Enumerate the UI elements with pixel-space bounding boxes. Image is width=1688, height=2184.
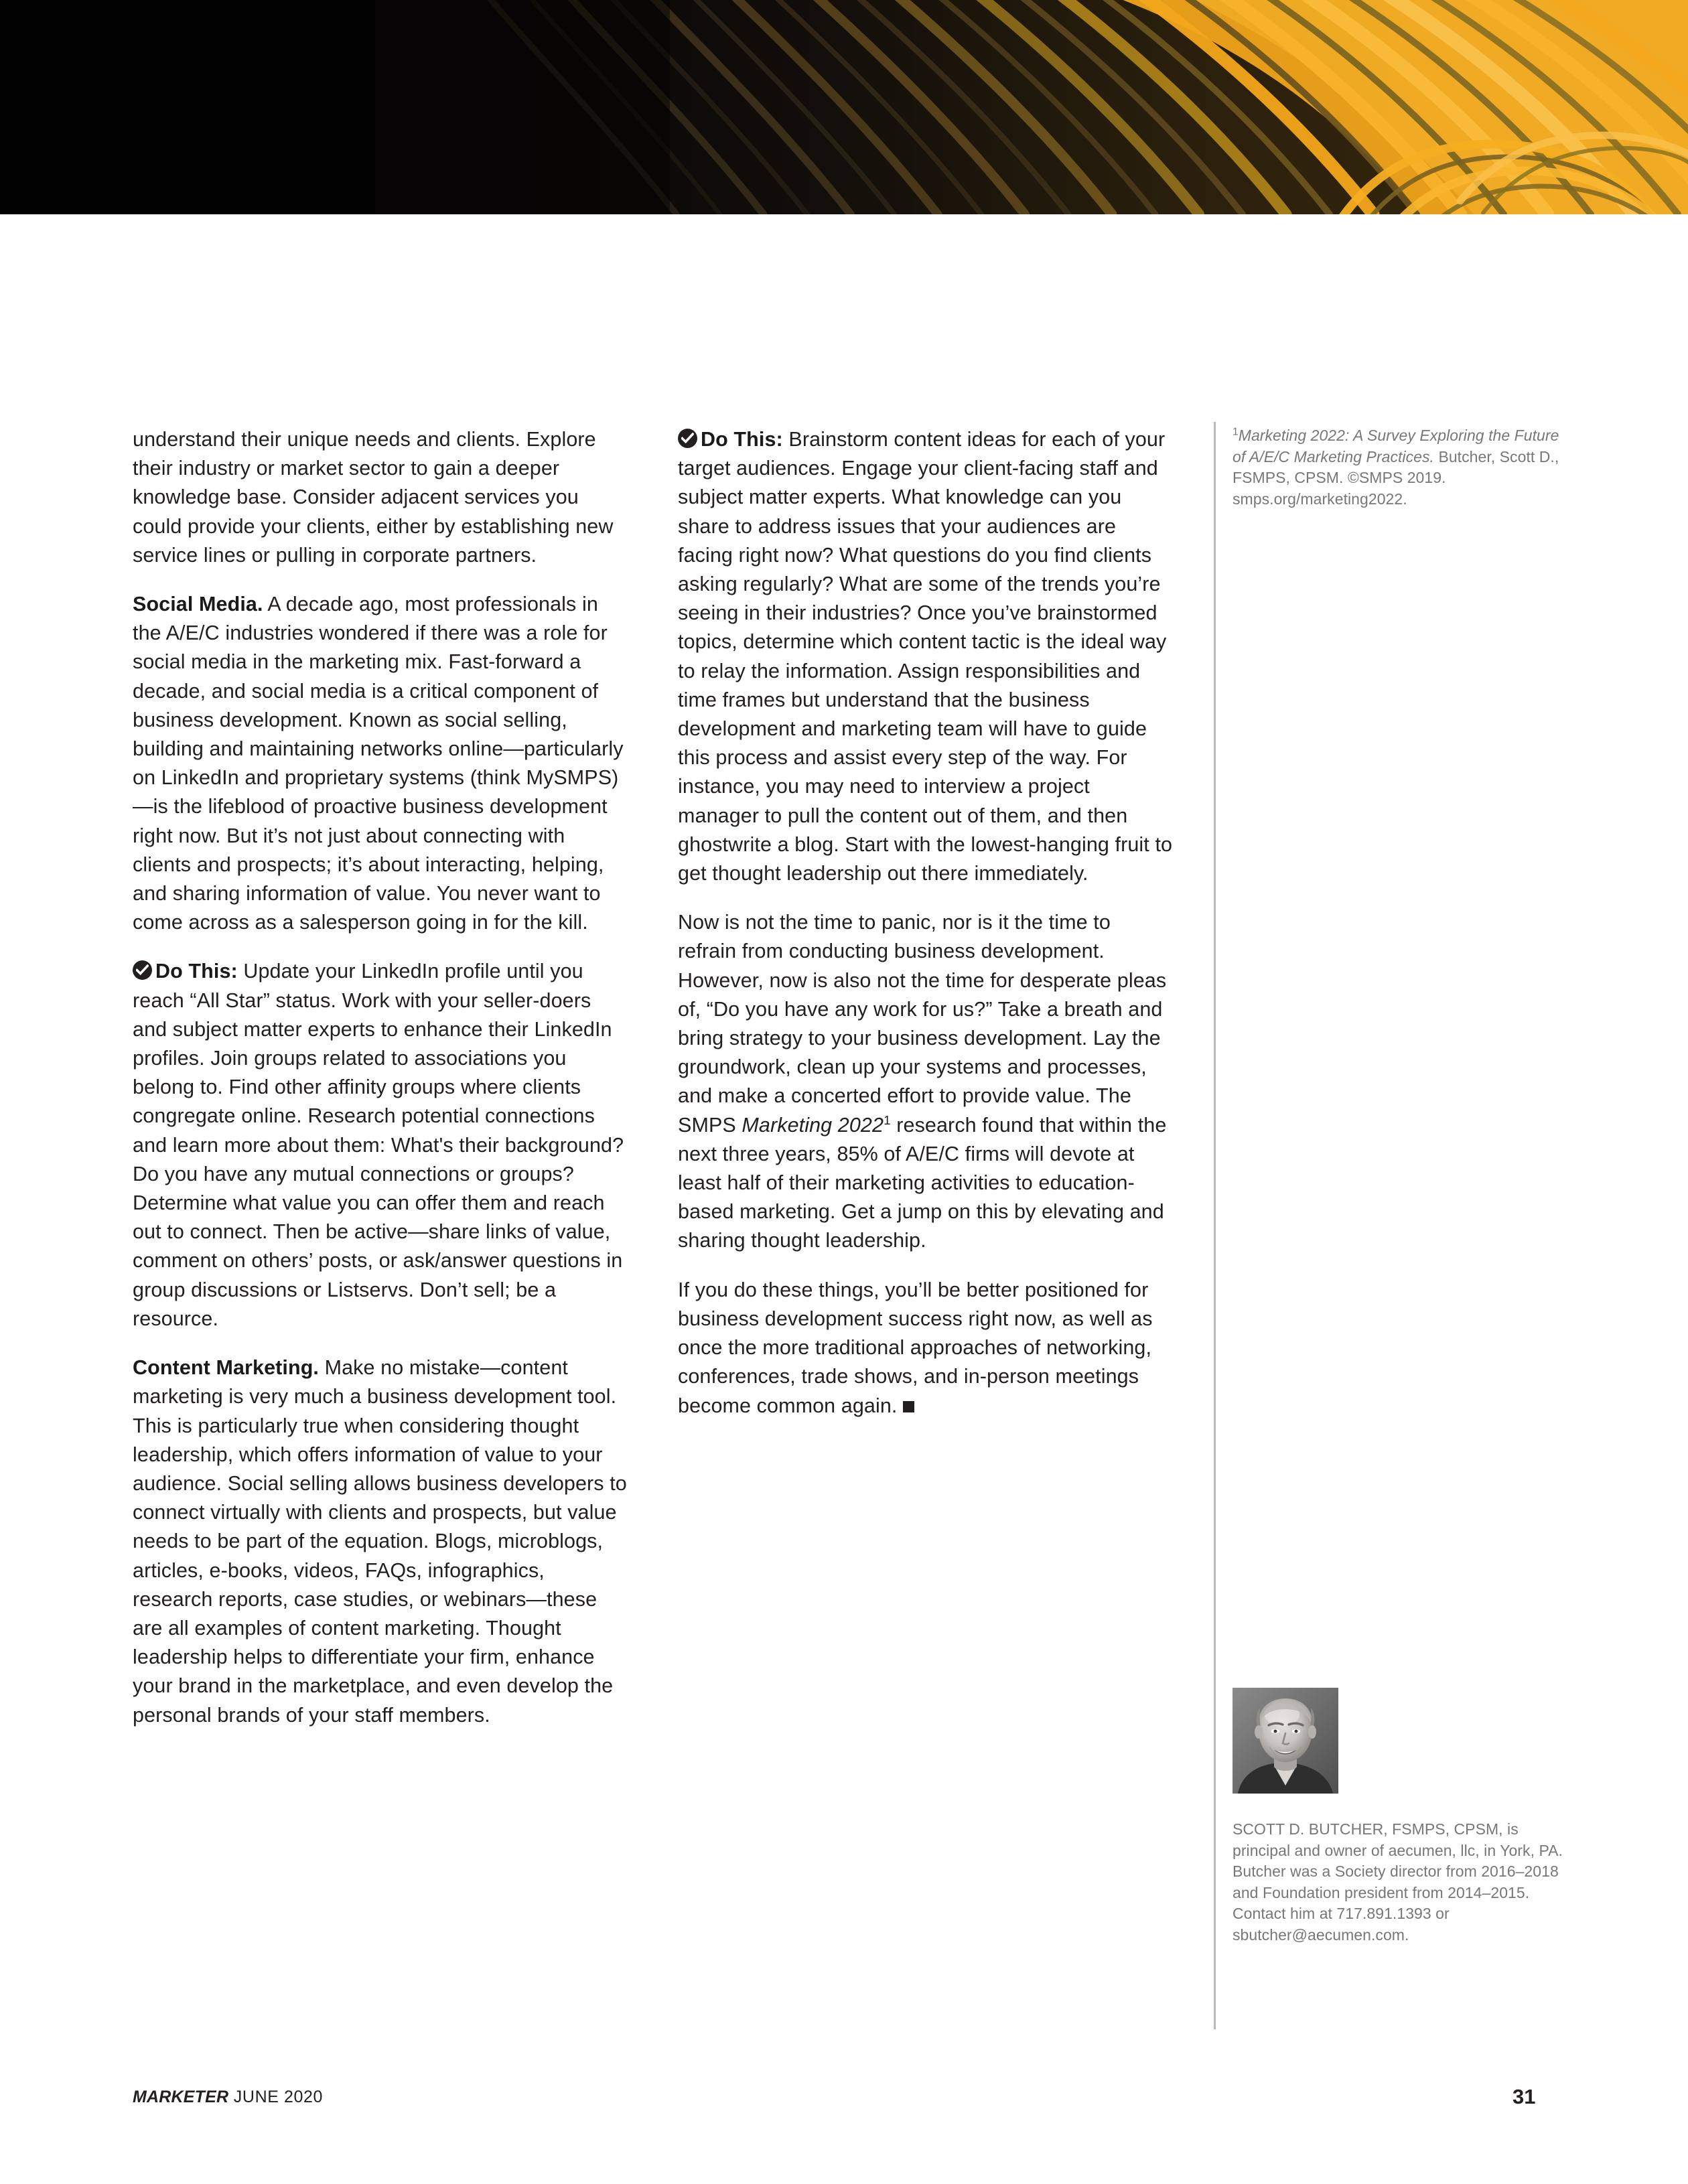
author-name: SCOTT D. BUTCHER, FSMPS, CPSM, [1233,1820,1503,1838]
do-this-lead-linkedin: Do This: [155,960,238,983]
footer-publication-line [133,2088,323,2107]
hero-artwork [0,0,1688,214]
check-circle-icon [133,960,152,980]
checkmark-glyph [681,433,694,444]
paragraph-do-this-brainstorm [678,425,1174,888]
do-this-lead-brainstorm: Do This: [701,428,783,451]
paragraph-do-this-linkedin [133,957,628,1333]
page-number: 31 [1513,2085,1536,2108]
article-column-2 [678,425,1174,1421]
footer-issue-date: JUNE 2020 [228,2088,324,2106]
end-of-article-marker [903,1401,914,1412]
footer-publication-name: MARKETER [133,2088,229,2106]
paragraph-content-marketing [133,1354,628,1730]
author-bio-detail: is principal and owner of aecumen, llc, in York, PA. Butcher was a Society director from 2016–2018 and Foundation president from 2014–2015. Contact him at 717.891.1393 or sbutcher@aecumen.com. [1233,1820,1563,1944]
sidebar-footnote-block [1233,425,1567,510]
section-lead-content-marketing: Content Marketing. [133,1356,319,1380]
do-this-body-linkedin: Update your LinkedIn profile until you reach “All Star” status. Work with your seller-doers and subject matter experts to enhance their LinkedIn profiles. Join groups related to associations you belong to. Find other affinity groups where clients congregate online. Research potential connections and learn more about them: What's their background? Do you have any mutual connections or groups? Determine what value you can offer them and reach out to connect. Then be active—share links of value, comment on others’ posts, or ask/answer questions in group discussions or Listservs. Don’t sell; be a resource. [133,960,624,1330]
closing-paragraph-text: If you do these things, you’ll be better positioned for business development success right now, as well as once the more traditional approaches of networking, conferences, trade shows, and in-person meetings become common again. [678,1278,1153,1417]
footnote-number: 1 [1233,426,1239,438]
page-content [0,214,1688,2184]
section-lead-social-media: Social Media. [133,593,263,616]
do-this-body-brainstorm: Brainstorm content ideas for each of your target audiences. Engage your client-facing staff and subject matter experts. What knowledge can you share to address issues that your audiences are facing right now? What questions do you find clients asking regularly? What are some of the trends you’re seeing in their industries? Once you’ve brainstormed topics, determine which content tactic is the ideal way to relay the information. Assign responsibilities and time frames but understand that the business development and marketing team will have to guide this process and assist every step of the way. For instance, you may need to interview a project manager to pull the content out of them, and then ghostwrite a blog. Start with the lowest-hanging fruit to get thought leadership out there immediately. [678,428,1173,885]
now-text-after-citation: research found that within the next three years, 85% of A/E/C firms will devote at least half of their marketing activities to education-based marketing. Get a jump on this by elevating and sharing thought leadership. [678,1113,1167,1252]
paragraph-social-media [133,590,628,937]
footnote-title: Marketing 2022: A Survey Exploring the Future of A/E/C Marketing Practices. [1233,427,1559,465]
paragraph-now-is-not-the-time [678,908,1174,1255]
author-headshot-image [1233,1688,1338,1794]
sidebar-divider-rule [1214,422,1216,2029]
author-avatar [1233,1688,1338,1794]
footnote-citation [1233,425,1567,510]
section-body-content-marketing: Make no mistake—content marketing is very much a business development tool. This is particularly true when considering thought leadership, which offers information of value to your audience. Social selling allows business developers to connect virtually with clients and prospects, but value needs to be part of the equation. Blogs, microblogs, articles, e-books, videos, FAQs, infographics, research reports, case studies, or webinars—these are all examples of content marketing. Thought leadership helps to differentiate your firm, enhance your brand in the marketplace, and even develop the personal brands of your staff members. [133,1356,627,1727]
paragraph-understand: understand their unique needs and clients. Explore their industry or market sector to gain a deeper knowledge base. Consider adjacent services you could provide your clients, either by establishing new service lines or pulling in corporate partners. [133,428,614,567]
footnote-reference-marker: 1 [884,1113,891,1128]
checkmark-glyph [136,964,149,976]
paragraph-if-you-do-these-things [678,1276,1174,1421]
footnote-attribution: Butcher, Scott D., FSMPS, CPSM. ©SMPS 2019. smps.org/marketing2022. [1233,447,1559,508]
section-body-social-media: A decade ago, most professionals in the A/E/C industries wondered if there was a role for social media in the marketing mix. Fast-forward a decade, and social media is a critical component of business development. Known as social selling, building and maintaining networks online—particularly on LinkedIn and proprietary systems (think MySMPS)—is the lifeblood of proactive business development right now. But it’s not just about connecting with clients and prospects; it’s about interacting, helping, and sharing information of value. You never want to come across as a salesperson going in for the kill. [133,593,624,934]
now-text-before-citation: Now is not the time to panic, nor is it the time to refrain from conducting business development. However, now is also not the time for desperate pleas of, “Do you have any work for us?” Take a breath and bring strategy to your business development. Lay the groundwork, clean up your systems and processes, and make a concerted effort to provide value. The SMPS [678,911,1167,1137]
article-column-1 [133,425,628,1730]
author-bio-block [1233,1688,1567,1946]
citation-title-marketing-2022: Marketing 2022 [742,1113,884,1137]
author-bio-text [1233,1819,1567,1946]
hero-image [0,0,1688,214]
check-circle-icon [678,429,697,448]
